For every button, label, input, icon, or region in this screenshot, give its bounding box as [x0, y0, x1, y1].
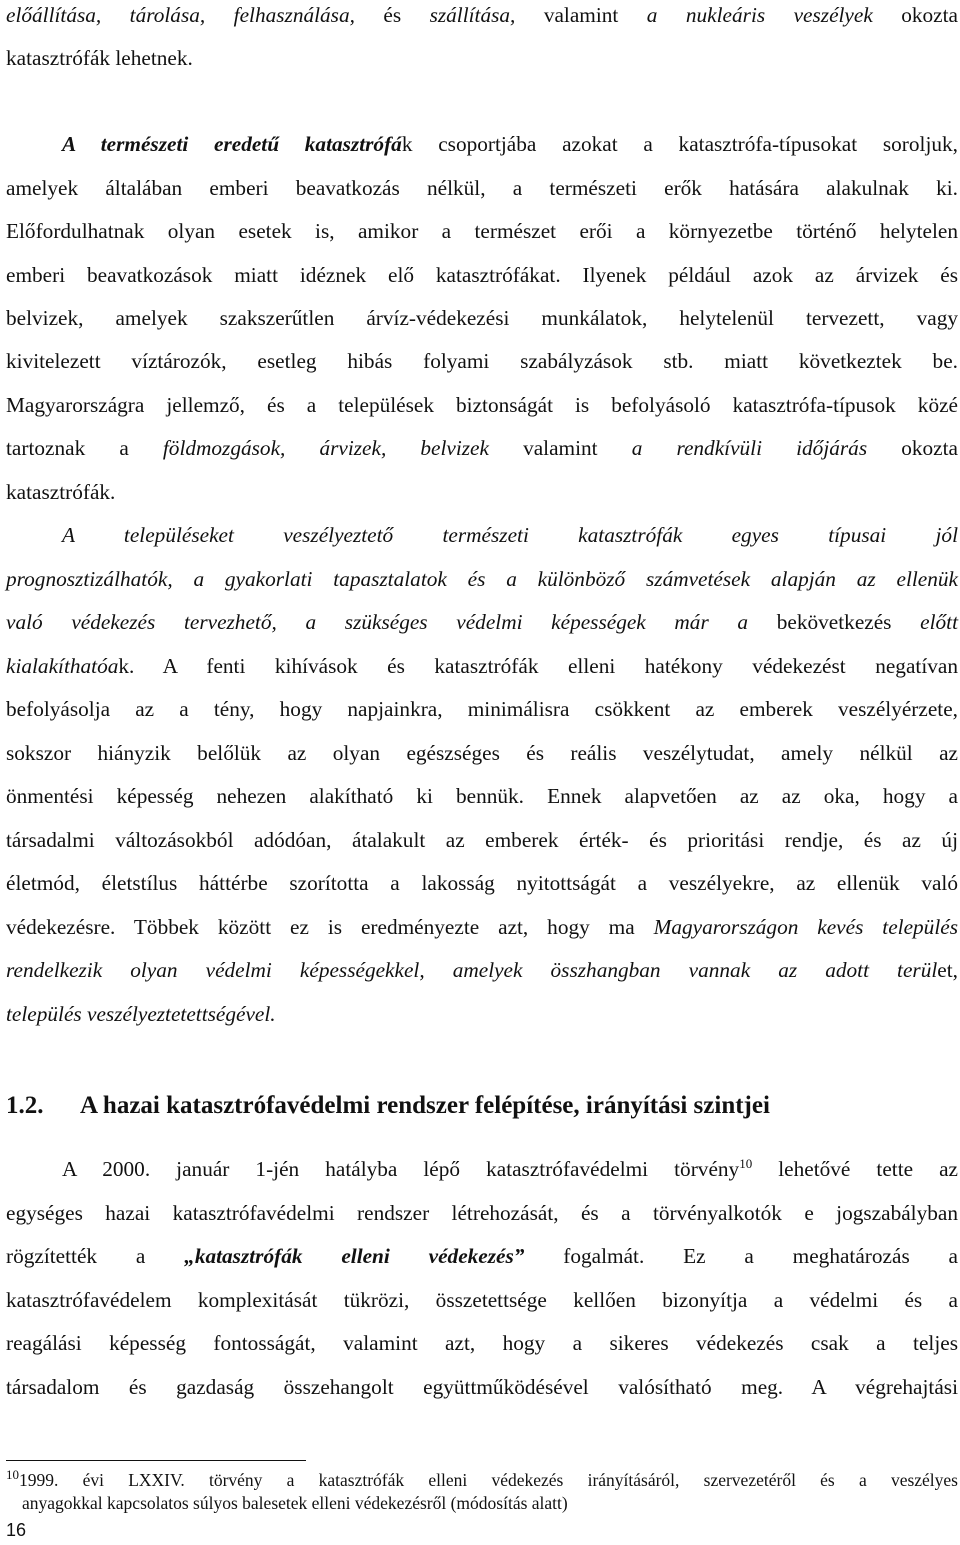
section-title: A hazai katasztrófavédelmi rendszer felépítése, irányítási szintjei: [80, 1092, 770, 1119]
text-line: rögzítették a „katasztrófák elleni védekezés” fogalmát. Ez a meghatározás a: [6, 1244, 959, 1268]
text-line: Előfordulhatnak olyan esetek is, amikor a természet erői a környezetbe történő helytelen: [6, 219, 958, 243]
text-line: katasztrófák lehetnek.: [6, 46, 193, 70]
text-line: prognosztizálhatók, a gyakorlati tapasztalatok és a különböző számvetések alapján az ellenük: [6, 567, 958, 591]
page-number: 16: [6, 1520, 27, 1540]
text-line: rendelkezik olyan védelmi képességekkel, amelyek összhangban vannak az adott terület,: [6, 958, 958, 982]
text-line: katasztrófavédelem komplexitását tükrözi, összetettsége kellően bizonyítja a védelmi és a: [6, 1288, 958, 1312]
text-line: befolyásolja az a tény, hogy napjainkra, minimálisra csökkent az emberek veszélyérzete,: [6, 697, 958, 721]
text-line: A természeti eredetű katasztrófák csoportjába azokat a katasztrófa-típusokat soroljuk,: [62, 132, 958, 156]
footnote-line: $^{10}$1999. évi LXXIV. törvény a katasztrófák elleni védekezés irányításáról, szervezetéről és a veszélyes: [6, 1467, 958, 1490]
footnote-reference: 10: [739, 1155, 753, 1171]
section-number: 1.2.: [6, 1092, 44, 1119]
text-line: védekezésre. Többek között ez is eredményezte azt, hogy ma Magyarországon kevés település: [6, 915, 958, 939]
text-line: társadalom és gazdaság összehangolt együttműködésével valósítható meg. A végrehajtási: [6, 1375, 958, 1399]
footnote-divider: [6, 1460, 306, 1461]
text-line: belvizek, amelyek szakszerűtlen árvíz-védekezési munkálatok, helytelenül tervezett, vagy: [6, 306, 958, 330]
section-heading: [6, 1088, 958, 1122]
text-line: katasztrófák.: [6, 480, 116, 504]
text-line: való védekezés tervezhető, a szükséges védelmi képességek már a bekövetkezés előtt: [6, 610, 958, 634]
footnote-mark: 10: [6, 1467, 19, 1483]
text-line: A településeket veszélyeztető természeti katasztrófák egyes típusai jól: [62, 523, 958, 547]
footnote-line: anyagokkal kapcsolatos súlyos balesetek elleni védekezésről (módosítás alatt): [22, 1493, 568, 1513]
text-line: emberi beavatkozások miatt idéznek elő katasztrófákat. Ilyenek például azok az árvizek és: [6, 263, 958, 287]
text-line: tartoznak a földmozgások, árvizek, belvizek valamint a rendkívüli időjárás okozta: [6, 436, 958, 460]
text-line: egységes hazai katasztrófavédelmi rendszer létrehozását, és a törvényalkotók e jogszabályban: [6, 1201, 958, 1225]
text-line: Magyarországra jellemző, és a települések biztonságát is befolyásoló katasztrófa-típusok közé: [6, 393, 958, 417]
text-line: A 2000. január 1-jén hatályba lépő katasztrófavédelmi törvény$^{10}$ lehetővé tette az: [62, 1155, 958, 1181]
text-line: előállítása, tárolása, felhasználása, és szállítása, valamint a nukleáris veszélyek okozta: [6, 3, 959, 27]
text-line: kivitelezett víztározók, esetleg hibás folyami szabályzások stb. miatt következtek be.: [6, 349, 958, 373]
text-line: település veszélyeztetettségével.: [6, 1002, 276, 1026]
text-line: önmentési képesség nehezen alakítható ki bennük. Ennek alapvetően az az oka, hogy a: [6, 784, 958, 808]
text-line: amelyek általában emberi beavatkozás nélkül, a természeti erők hatására alakulnak ki.: [6, 176, 958, 200]
text-line: reagálási képesség fontosságát, valamint azt, hogy a sikeres védekezés csak a teljes: [6, 1331, 958, 1355]
text-line: sokszor hiányzik belőlük az olyan egészséges és reális veszélytudat, amely nélkül az: [6, 741, 958, 765]
text-line: társadalmi változásokból adódóan, átalakult az emberek érték- és prioritási rendje, és az új: [6, 828, 958, 852]
text-line: életmód, életstílus háttérbe szorította a lakosság nyitottságát a veszélyekre, az ellenük való: [6, 871, 958, 895]
text-line: kialakíthatóak. A fenti kihívások és katasztrófák elleni hatékony védekezést negatívan: [6, 654, 958, 678]
